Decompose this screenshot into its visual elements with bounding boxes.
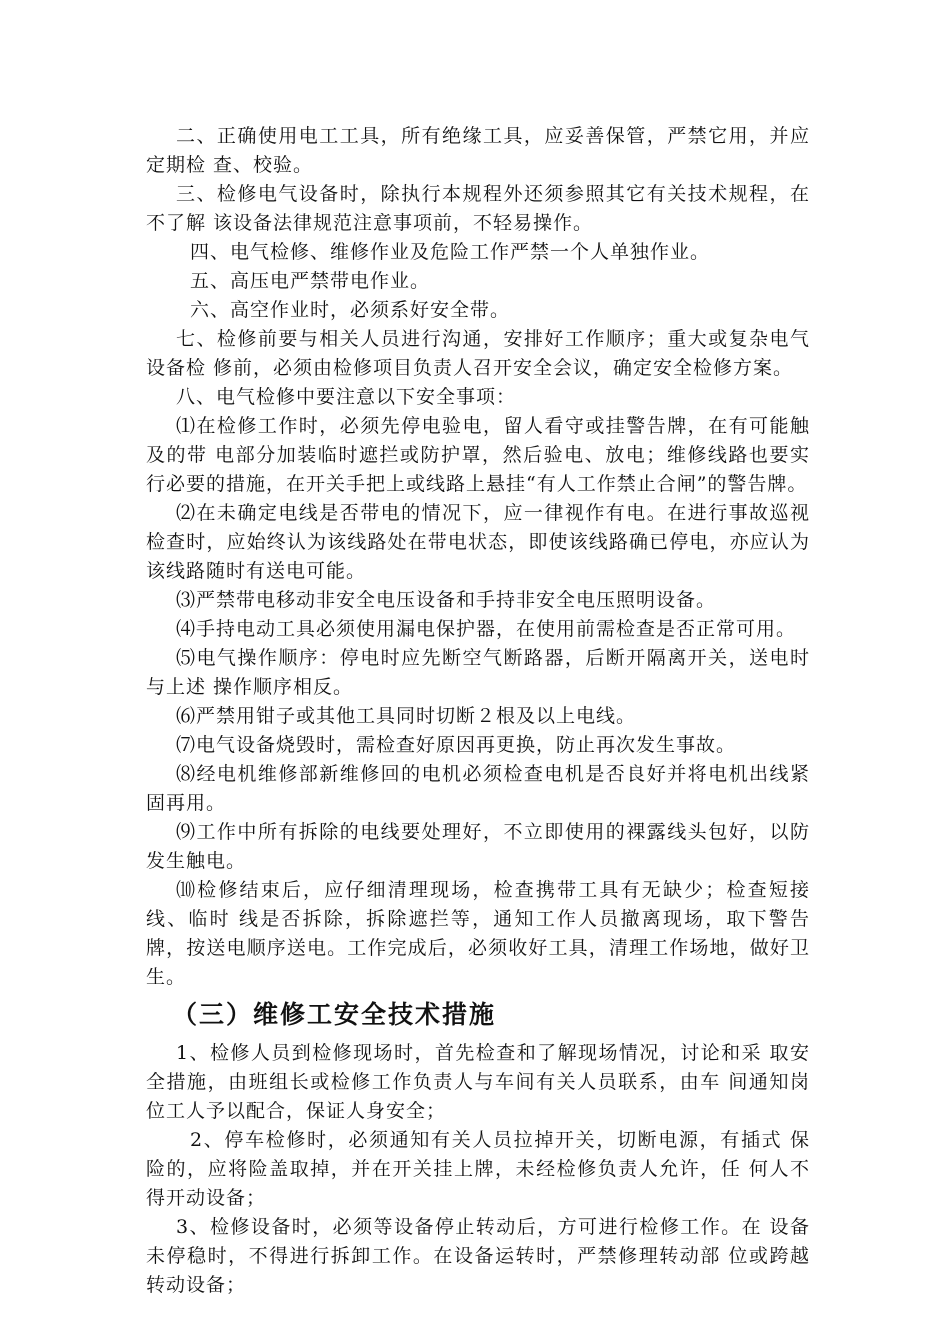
measure-item-1: 1、检修人员到检修现场时，首先检查和了解现场情况，讨论和采 取安全措施，由班组长或检修工作负责人与车间有关人员联系，由车 间通知岗位工人予以配合，保证人身安全；	[146, 1042, 810, 1122]
safety-subitem-2: ⑵在未确定电线是否带电的情况下，应一律视作有电。在进行事故巡视检查时，应始终认为该线路处在带电状态，即使该线路确已停电，亦应认为该线路随时有送电可能。	[146, 502, 810, 582]
measure-item-3: 3、检修设备时，必须等设备停止转动后，方可进行检修工作。在 设备未停稳时，不得进行拆卸工作。在设备运转时，严禁修理转动部 位或跨越转动设备；	[146, 1216, 810, 1296]
rule-item-2: 二、正确使用电工工具，所有绝缘工具，应妥善保管，严禁它用，并应定期检 查、校验。	[146, 125, 810, 176]
rule-item-5: 五、高压电严禁带电作业。	[190, 270, 431, 292]
document-body	[146, 122, 810, 1300]
section-heading: （三）维修工安全技术措施	[172, 1000, 497, 1029]
safety-subitem-5: ⑸电气操作顺序：停电时应先断空气断路器，后断开隔离开关，送电时与上述 操作顺序相反。	[146, 647, 810, 698]
safety-subitem-1: ⑴在检修工作时，必须先停电验电，留人看守或挂警告牌，在有可能触及的带 电部分加装临时遮拦或防护罩，然后验电、放电；维修线路也要实行必要的措施，在开关手把上或线路上悬挂“有人工作禁止合闸”的警告牌。	[146, 415, 810, 495]
safety-subitem-7: ⑺电气设备烧毁时，需检查好原因再更换，防止再次发生事故。	[176, 734, 737, 756]
rule-item-3: 三、检修电气设备时，除执行本规程外还须参照其它有关技术规程，在不了解 该设备法律规范注意事项前，不轻易操作。	[146, 183, 810, 234]
rule-item-4: 四、电气检修、维修作业及危险工作严禁一个人单独作业。	[190, 241, 711, 263]
measure-item-2: 2、停车检修时，必须通知有关人员拉掉开关，切断电源，有插式 保险的，应将险盖取掉，并在开关挂上牌，未经检修负责人允许，任 何人不得开动设备；	[146, 1129, 810, 1209]
rule-item-6: 六、高空作业时，必须系好安全带。	[190, 299, 511, 321]
safety-subitem-9: ⑼工作中所有拆除的电线要处理好，不立即使用的裸露线头包好，以防发生触电。	[146, 821, 810, 872]
safety-subitem-6: ⑹严禁用钳子或其他工具同时切断２根及以上电线。	[176, 705, 637, 727]
rule-item-7: 七、检修前要与相关人员进行沟通，安排好工作顺序；重大或复杂电气设备检 修前，必须由检修项目负责人召开安全会议，确定安全检修方案。	[146, 328, 810, 379]
safety-subitem-3: ⑶严禁带电移动非安全电压设备和手持非安全电压照明设备。	[176, 589, 717, 611]
rule-item-8: 八、电气检修中要注意以下安全事项：	[176, 386, 517, 408]
safety-subitem-8: ⑻经电机维修部新维修回的电机必须检查电机是否良好并将电机出线紧固再用。	[146, 763, 810, 814]
safety-subitem-10: ⑽检修结束后，应仔细清理现场，检查携带工具有无缺少；检查短接线、临时 线是否拆除，拆除遮拦等，通知工作人员撤离现场，取下警告牌，按送电顺序送电。工作完成后，必须收好工具，清理工作场地，做好卫生。	[146, 879, 810, 988]
safety-subitem-4: ⑷手持电动工具必须使用漏电保护器，在使用前需检查是否正常可用。	[176, 618, 797, 640]
